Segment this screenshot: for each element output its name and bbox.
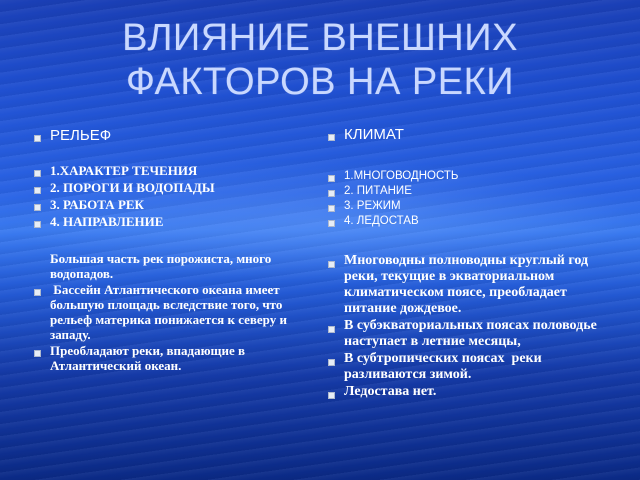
left-list-item-1: 1.ХАРАКТЕР ТЕЧЕНИЯ (32, 163, 302, 178)
left-paragraph: Большая часть рек порожиста, много водопадов. (50, 251, 272, 281)
left-header: РЕЛЬЕФ (32, 127, 302, 145)
right-column (326, 120, 616, 401)
left-list-item-3: 3. РАБОТА РЕК (32, 197, 302, 212)
slide-title-line-1: ВЛИЯНИЕ ВНЕШНИХ (122, 17, 518, 59)
left-list-item-2: 2. ПОРОГИ И ВОДОПАДЫ (32, 180, 302, 195)
right-list-item-4: 4. ЛЕДОСТАВ (326, 214, 616, 229)
slide-title (0, 16, 640, 104)
right-bullet-4: Ледостава нет. (326, 384, 616, 400)
slide-title-line-2: ФАКТОРОВ НА РЕКИ (125, 61, 515, 103)
right-bullet-2: В субэкваториальных поясах половодье наступает в летние месяцы, (326, 318, 616, 350)
left-bullet-1: Бассейн Атлантического океана имеет большую площадь вследствие того, что рельеф материка понижается к северу и западу. (32, 282, 302, 342)
left-bullet-2: Преобладают реки, впадающие в Атлантический океан. (32, 343, 302, 373)
right-list-item-1: 1.МНОГОВОДНОСТЬ (326, 169, 616, 184)
left-list-item-4: 4. НАПРАВЛЕНИЕ (32, 214, 302, 229)
right-header: КЛИМАТ (326, 126, 616, 144)
right-list-item-3: 3. РЕЖИМ (326, 199, 616, 214)
right-list-item-2: 2. ПИТАНИЕ (326, 184, 616, 199)
right-bullet-3: В субтропических поясах реки разливаются зимой. (326, 351, 616, 383)
right-bullet-1: Многоводны полноводны круглый год реки, текущие в экваториальном климатическом поясе, преобладает питание дождевое. (326, 253, 616, 317)
left-column (32, 120, 302, 374)
